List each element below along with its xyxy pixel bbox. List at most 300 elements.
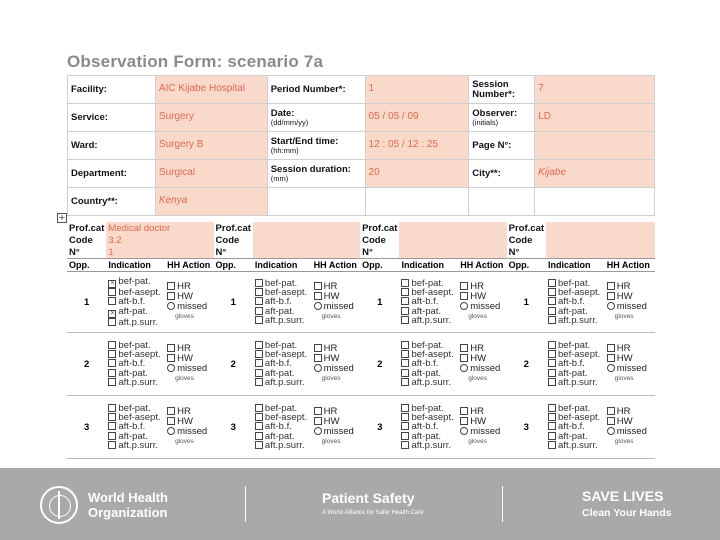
radio-icon[interactable] bbox=[607, 364, 615, 372]
indication-label: aft-pat. bbox=[264, 367, 295, 379]
opportunity-rows bbox=[67, 272, 655, 459]
checkbox-icon[interactable] bbox=[401, 288, 409, 296]
indication-label: aft.p.surr. bbox=[558, 314, 598, 326]
missed-label: missed bbox=[177, 426, 208, 437]
page-label: Page N°: bbox=[469, 132, 535, 160]
profcat-field-3[interactable] bbox=[399, 222, 506, 234]
code-label: Code bbox=[362, 234, 386, 246]
indication-label: bef-pat. bbox=[264, 402, 298, 414]
checkbox-icon[interactable] bbox=[401, 413, 409, 421]
checkbox-icon[interactable] bbox=[314, 407, 322, 415]
hh-missed-item[interactable] bbox=[607, 427, 653, 437]
checkbox-icon[interactable] bbox=[108, 288, 116, 296]
checkbox-icon[interactable] bbox=[548, 441, 556, 449]
checkbox-icon[interactable] bbox=[607, 344, 615, 352]
hh-label: HW bbox=[470, 291, 487, 302]
hh-missed-item[interactable] bbox=[314, 427, 358, 437]
who-line2: Organization bbox=[88, 505, 168, 520]
indication-item[interactable] bbox=[401, 316, 456, 325]
missed-label: missed bbox=[323, 426, 354, 437]
indication-label: bef-asept. bbox=[558, 287, 601, 299]
gloves-label[interactable]: gloves bbox=[468, 438, 488, 445]
profcat-field-2[interactable] bbox=[253, 222, 360, 234]
indication-label: aft-b.f. bbox=[558, 296, 585, 308]
opportunity-row bbox=[67, 333, 655, 396]
checkbox-icon[interactable] bbox=[401, 404, 409, 412]
indication-item[interactable] bbox=[108, 441, 163, 450]
hh-label: HR bbox=[323, 281, 338, 292]
indication-label: aft-b.f. bbox=[411, 296, 439, 308]
checkbox-icon[interactable] bbox=[108, 413, 116, 421]
checkbox-icon[interactable] bbox=[607, 354, 615, 362]
checkbox-icon[interactable] bbox=[548, 288, 556, 296]
indication-label: aft-pat. bbox=[558, 367, 588, 379]
duration-label-cell bbox=[267, 160, 365, 188]
missed-label: missed bbox=[616, 363, 647, 374]
radio-icon[interactable] bbox=[167, 364, 175, 372]
radio-icon[interactable] bbox=[607, 427, 615, 435]
country-field[interactable]: Kenya bbox=[155, 188, 267, 216]
indication-label: bef-asept. bbox=[118, 287, 161, 299]
indication-label: aft-pat. bbox=[411, 305, 442, 317]
hh-missed-item[interactable] bbox=[314, 364, 358, 374]
observer-field[interactable]: LD bbox=[535, 104, 655, 132]
empty-cell bbox=[365, 188, 469, 216]
session-label: Session Number*: bbox=[469, 76, 535, 104]
radio-icon[interactable] bbox=[314, 427, 322, 435]
gloves-label[interactable]: gloves bbox=[175, 438, 194, 445]
hh-missed-item[interactable] bbox=[167, 302, 211, 312]
checkbox-icon[interactable] bbox=[548, 316, 556, 324]
hh-missed-item[interactable] bbox=[607, 364, 653, 374]
checkbox-icon[interactable] bbox=[401, 316, 409, 324]
checkbox-icon[interactable] bbox=[108, 422, 116, 430]
hh-label: HR bbox=[177, 343, 191, 354]
opp-number: 2 bbox=[507, 333, 546, 396]
checkbox-icon[interactable] bbox=[548, 404, 556, 412]
gloves-label[interactable]: gloves bbox=[468, 313, 488, 320]
time-field[interactable]: 12 : 05 / 12 : 25 bbox=[365, 132, 469, 160]
indication-label: aft.p.surr. bbox=[264, 439, 305, 451]
hh-action-list bbox=[605, 272, 655, 333]
indication-label: bef-pat. bbox=[118, 276, 151, 288]
profcat-field-1[interactable]: Medical doctor bbox=[106, 222, 213, 234]
checkbox-icon[interactable] bbox=[255, 441, 263, 449]
hh-missed-item[interactable] bbox=[167, 364, 211, 374]
hh-missed-item[interactable] bbox=[460, 364, 504, 374]
indication-label: aft.p.surr. bbox=[411, 439, 452, 451]
hh-action-list bbox=[458, 396, 506, 459]
indication-label: aft-b.f. bbox=[411, 358, 439, 370]
indication-item[interactable] bbox=[548, 441, 603, 450]
opp-number: 3 bbox=[507, 396, 546, 459]
patient-safety-title: Patient Safety bbox=[322, 490, 415, 506]
num-label: N° bbox=[215, 246, 227, 258]
checkbox-icon[interactable] bbox=[548, 279, 556, 287]
hh-missed-item[interactable] bbox=[607, 302, 653, 312]
checkbox-icon[interactable] bbox=[401, 279, 409, 287]
checkbox-icon[interactable] bbox=[607, 282, 615, 290]
checkbox-icon[interactable] bbox=[108, 359, 116, 367]
checkbox-icon[interactable] bbox=[401, 369, 409, 377]
page-field[interactable] bbox=[535, 132, 655, 160]
checkbox-icon[interactable] bbox=[255, 413, 263, 421]
checkbox-icon[interactable] bbox=[607, 407, 615, 415]
checkbox-icon[interactable] bbox=[401, 432, 409, 440]
checkbox-icon[interactable] bbox=[255, 341, 263, 349]
indication-label: aft.p.surr. bbox=[558, 439, 598, 451]
indication-item[interactable] bbox=[548, 316, 603, 325]
checkbox-icon[interactable] bbox=[460, 407, 468, 415]
indication-label: bef-pat. bbox=[558, 402, 591, 414]
num-field-1[interactable]: 1 bbox=[106, 246, 213, 259]
code-field-3[interactable] bbox=[399, 234, 506, 246]
indication-label: aft.p.surr. bbox=[264, 376, 305, 388]
opp-number: 1 bbox=[214, 272, 253, 333]
indication-label: bef-pat. bbox=[558, 339, 591, 351]
checkbox-icon[interactable] bbox=[548, 413, 556, 421]
hh-label: HR bbox=[616, 343, 631, 354]
empty-cell bbox=[267, 188, 365, 216]
observation-form-sheet bbox=[67, 75, 655, 468]
checkbox-icon[interactable] bbox=[255, 350, 263, 358]
checkbox-icon[interactable] bbox=[548, 432, 556, 440]
checkbox-icon[interactable] bbox=[401, 378, 409, 386]
checkbox-icon[interactable] bbox=[548, 341, 556, 349]
indication-item[interactable] bbox=[401, 378, 456, 387]
checkbox-icon[interactable] bbox=[314, 354, 322, 362]
missed-label: missed bbox=[323, 363, 354, 374]
service-field[interactable]: Surgery bbox=[155, 104, 267, 132]
checkbox-icon[interactable] bbox=[401, 307, 409, 315]
hh-missed-item[interactable] bbox=[460, 427, 504, 437]
department-field[interactable]: Surgical bbox=[155, 160, 267, 188]
duration-hint: (mm) bbox=[270, 173, 289, 183]
missed-label: missed bbox=[616, 426, 647, 437]
column-header-row bbox=[67, 259, 655, 272]
profcat-label: Prof.cat bbox=[508, 222, 545, 234]
code-label: Code bbox=[69, 234, 93, 246]
checkbox-icon[interactable] bbox=[108, 378, 116, 386]
radio-icon[interactable] bbox=[167, 427, 175, 435]
gloves-label[interactable]: gloves bbox=[321, 313, 341, 320]
indication-item[interactable] bbox=[255, 441, 310, 450]
hh-action-header: HH Action bbox=[458, 259, 506, 272]
indication-list bbox=[106, 396, 165, 459]
indication-label: bef-pat. bbox=[118, 402, 151, 414]
facility-field[interactable]: AIC Kijabe Hospital bbox=[155, 76, 267, 104]
hh-action-list bbox=[458, 272, 506, 333]
radio-icon[interactable] bbox=[460, 364, 468, 372]
indication-label: bef-pat. bbox=[411, 402, 444, 414]
indication-item[interactable] bbox=[401, 441, 456, 450]
indication-label: aft-pat. bbox=[411, 430, 442, 442]
radio-icon[interactable] bbox=[167, 302, 175, 310]
checkbox-icon[interactable] bbox=[548, 307, 556, 315]
hh-label: HR bbox=[323, 343, 338, 354]
checkbox-icon[interactable] bbox=[460, 344, 468, 352]
indication-item[interactable] bbox=[255, 378, 310, 387]
gloves-label[interactable]: gloves bbox=[321, 438, 341, 445]
checkbox-icon[interactable] bbox=[255, 316, 263, 324]
num-label: N° bbox=[362, 246, 373, 258]
opp-number: 3 bbox=[67, 396, 106, 459]
opp-header: Opp. bbox=[67, 259, 106, 272]
hh-label: HW bbox=[616, 416, 633, 427]
indication-label: bef-asept. bbox=[264, 287, 308, 299]
hh-label: HR bbox=[616, 281, 631, 292]
indication-item[interactable] bbox=[108, 318, 163, 327]
indication-list bbox=[399, 333, 458, 396]
period-field[interactable]: 1 bbox=[365, 76, 469, 104]
checkbox-icon[interactable]: × bbox=[110, 309, 115, 317]
checkbox-icon[interactable] bbox=[167, 417, 175, 425]
date-label-cell bbox=[267, 104, 365, 132]
ward-label: Ward: bbox=[68, 132, 156, 160]
indication-label: bef-pat. bbox=[411, 339, 444, 351]
code-field-1[interactable]: 3.2 bbox=[106, 234, 213, 246]
indication-label: aft-b.f. bbox=[118, 421, 146, 433]
checkbox-icon[interactable] bbox=[314, 282, 322, 290]
indication-label: bef-pat. bbox=[118, 339, 151, 351]
hh-missed-item[interactable] bbox=[167, 427, 211, 437]
num-field-4[interactable] bbox=[546, 246, 655, 259]
session-field[interactable]: 7 bbox=[535, 76, 655, 104]
checkbox-icon[interactable] bbox=[255, 307, 263, 315]
checkbox-icon[interactable] bbox=[401, 297, 409, 305]
hh-label: HR bbox=[323, 406, 338, 417]
city-field[interactable]: Kijabe bbox=[535, 160, 655, 188]
indication-header: Indication bbox=[399, 259, 458, 272]
observer-hint: (initials) bbox=[472, 117, 499, 127]
hh-action-header: HH Action bbox=[165, 259, 213, 272]
checkbox-icon[interactable] bbox=[401, 441, 409, 449]
indication-label: aft-pat. bbox=[558, 305, 588, 317]
department-label: Department: bbox=[68, 160, 156, 188]
checkbox-icon[interactable] bbox=[108, 404, 116, 412]
indication-label: aft.p.surr. bbox=[411, 314, 452, 326]
observation-table bbox=[67, 222, 655, 459]
radio-icon[interactable] bbox=[607, 302, 615, 310]
hh-action-list bbox=[312, 396, 360, 459]
checkbox-icon[interactable] bbox=[314, 417, 322, 425]
who-line1: World Health bbox=[88, 490, 168, 505]
hh-label: HR bbox=[470, 281, 484, 292]
indication-label: aft-b.f. bbox=[558, 358, 585, 370]
radio-icon[interactable] bbox=[460, 302, 468, 310]
checkbox-icon[interactable] bbox=[108, 297, 116, 305]
radio-icon[interactable] bbox=[460, 427, 468, 435]
checkbox-icon[interactable] bbox=[255, 369, 263, 377]
code-field-2[interactable] bbox=[253, 234, 360, 246]
gloves-label[interactable]: gloves bbox=[321, 375, 341, 382]
opp-number: 2 bbox=[214, 333, 253, 396]
gloves-label[interactable]: gloves bbox=[614, 313, 634, 320]
num-field-3[interactable] bbox=[399, 246, 506, 259]
checkbox-icon[interactable] bbox=[314, 344, 322, 352]
checkbox-icon[interactable] bbox=[607, 292, 615, 300]
empty-cell bbox=[469, 188, 535, 216]
indication-label: aft-pat. bbox=[411, 367, 442, 379]
checkbox-icon[interactable] bbox=[460, 282, 468, 290]
hh-missed-item[interactable] bbox=[314, 302, 358, 312]
hh-action-header: HH Action bbox=[312, 259, 360, 272]
missed-label: missed bbox=[177, 363, 208, 374]
checkbox-icon[interactable]: × bbox=[110, 280, 115, 288]
hh-action-list bbox=[165, 272, 213, 333]
checkbox-icon[interactable] bbox=[548, 350, 556, 358]
indication-label: bef-asept. bbox=[558, 349, 601, 361]
checkbox-icon[interactable] bbox=[108, 350, 116, 358]
country-label: Country**: bbox=[68, 188, 156, 216]
observer-label-cell bbox=[469, 104, 535, 132]
indication-label: bef-pat. bbox=[558, 277, 591, 289]
gloves-label[interactable]: gloves bbox=[468, 375, 488, 382]
opportunity-row bbox=[67, 396, 655, 459]
checkbox-icon[interactable] bbox=[460, 417, 468, 425]
checkbox-icon[interactable] bbox=[460, 292, 468, 300]
hh-label: HR bbox=[470, 406, 484, 417]
checkbox-icon[interactable] bbox=[108, 441, 116, 449]
hh-action-list bbox=[312, 272, 360, 333]
checkbox-icon[interactable] bbox=[255, 359, 263, 367]
indication-label: aft-b.f. bbox=[118, 296, 146, 308]
expand-icon[interactable]: + bbox=[58, 213, 66, 222]
checkbox-icon[interactable] bbox=[167, 344, 175, 352]
checkbox-icon[interactable] bbox=[255, 422, 263, 430]
indication-label: bef-asept. bbox=[118, 412, 161, 424]
opp-number: 3 bbox=[214, 396, 253, 459]
hh-label: HW bbox=[177, 291, 193, 302]
indication-label: aft-pat. bbox=[264, 430, 295, 442]
hh-action-list bbox=[605, 333, 655, 396]
missed-label: missed bbox=[616, 301, 647, 312]
hh-label: HR bbox=[470, 343, 484, 354]
time-label-cell bbox=[267, 132, 365, 160]
missed-label: missed bbox=[470, 363, 501, 374]
indication-label: aft.p.surr. bbox=[118, 439, 158, 451]
indication-item[interactable] bbox=[548, 378, 603, 387]
gloves-label[interactable]: gloves bbox=[175, 313, 194, 320]
hh-action-list bbox=[605, 396, 655, 459]
checkbox-icon[interactable] bbox=[167, 407, 175, 415]
date-label: Date: bbox=[270, 107, 295, 119]
indication-item[interactable] bbox=[108, 378, 163, 387]
hh-label: HR bbox=[177, 281, 191, 292]
hh-label: HW bbox=[177, 353, 193, 364]
code-field-4[interactable] bbox=[546, 234, 655, 246]
radio-icon[interactable] bbox=[314, 302, 322, 310]
hh-action-list bbox=[165, 396, 213, 459]
gloves-label[interactable]: gloves bbox=[175, 375, 194, 382]
indication-label: bef-pat. bbox=[264, 339, 298, 351]
hh-label: HR bbox=[177, 406, 191, 417]
checkbox-icon[interactable] bbox=[401, 341, 409, 349]
facility-label: Facility: bbox=[68, 76, 156, 104]
opp-number: 2 bbox=[360, 333, 399, 396]
hh-action-list bbox=[312, 333, 360, 396]
indication-label: aft-pat. bbox=[264, 305, 295, 317]
indication-list bbox=[106, 272, 165, 333]
indication-label: aft-pat. bbox=[118, 430, 148, 442]
hh-label: HW bbox=[177, 416, 193, 427]
hh-missed-item[interactable] bbox=[460, 302, 504, 312]
checkbox-icon[interactable] bbox=[548, 378, 556, 386]
checkbox-icon[interactable] bbox=[167, 354, 175, 362]
checkbox-icon[interactable] bbox=[108, 432, 116, 440]
checkbox-icon[interactable] bbox=[548, 422, 556, 430]
indication-list bbox=[399, 396, 458, 459]
checkbox-icon[interactable] bbox=[401, 359, 409, 367]
checkbox-icon[interactable] bbox=[255, 279, 263, 287]
checkbox-icon[interactable] bbox=[255, 404, 263, 412]
indication-label: aft.p.surr. bbox=[118, 376, 158, 388]
gloves-label[interactable]: gloves bbox=[614, 375, 634, 382]
checkbox-icon[interactable] bbox=[460, 354, 468, 362]
footer-divider bbox=[502, 486, 503, 522]
radio-icon[interactable] bbox=[314, 364, 322, 372]
indication-list bbox=[546, 272, 605, 333]
duration-label: Session duration: bbox=[270, 163, 351, 175]
checkbox-icon[interactable] bbox=[548, 297, 556, 305]
profcat-label: Prof.cat bbox=[362, 222, 398, 234]
checkbox-icon[interactable] bbox=[255, 378, 263, 386]
profcat-field-4[interactable] bbox=[546, 222, 655, 234]
checkbox-icon[interactable] bbox=[401, 422, 409, 430]
checkbox-icon[interactable] bbox=[108, 341, 116, 349]
indication-label: aft-b.f. bbox=[558, 421, 585, 433]
hh-label: HR bbox=[616, 406, 631, 417]
time-label: Start/End time: bbox=[270, 135, 339, 147]
date-field[interactable]: 05 / 05 / 09 bbox=[365, 104, 469, 132]
checkbox-icon[interactable] bbox=[401, 350, 409, 358]
checkbox-icon[interactable] bbox=[255, 432, 263, 440]
checkbox-icon[interactable] bbox=[167, 282, 175, 290]
ward-field[interactable]: Surgery B bbox=[155, 132, 267, 160]
checkbox-icon[interactable] bbox=[108, 318, 116, 326]
indication-header: Indication bbox=[106, 259, 165, 272]
duration-field[interactable]: 20 bbox=[365, 160, 469, 188]
indication-label: aft.p.surr. bbox=[558, 376, 598, 388]
indication-label: bef-pat. bbox=[264, 277, 298, 289]
code-label: Code bbox=[508, 234, 533, 246]
checkbox-icon[interactable] bbox=[548, 369, 556, 377]
opp-header: Opp. bbox=[360, 259, 399, 272]
indication-label: aft-b.f. bbox=[411, 421, 439, 433]
city-label: City**: bbox=[469, 160, 535, 188]
checkbox-icon[interactable] bbox=[607, 417, 615, 425]
indication-header: Indication bbox=[253, 259, 312, 272]
checkbox-icon[interactable] bbox=[255, 297, 263, 305]
indication-label: bef-asept. bbox=[411, 287, 454, 299]
opp-number: 1 bbox=[360, 272, 399, 333]
indication-header: Indication bbox=[546, 259, 605, 272]
num-field-2[interactable] bbox=[253, 246, 360, 259]
checkbox-icon[interactable] bbox=[548, 359, 556, 367]
indication-list bbox=[106, 333, 165, 396]
indication-item[interactable] bbox=[255, 316, 310, 325]
checkbox-icon[interactable] bbox=[108, 369, 116, 377]
gloves-label[interactable]: gloves bbox=[614, 438, 634, 445]
opp-number: 3 bbox=[360, 396, 399, 459]
checkbox-icon[interactable] bbox=[255, 288, 263, 296]
indication-list bbox=[546, 396, 605, 459]
save-lives-title: SAVE LIVES bbox=[582, 488, 664, 504]
footer-divider bbox=[245, 486, 246, 522]
checkbox-icon[interactable] bbox=[314, 292, 322, 300]
checkbox-icon[interactable] bbox=[167, 292, 175, 300]
hh-label: HW bbox=[323, 416, 340, 427]
